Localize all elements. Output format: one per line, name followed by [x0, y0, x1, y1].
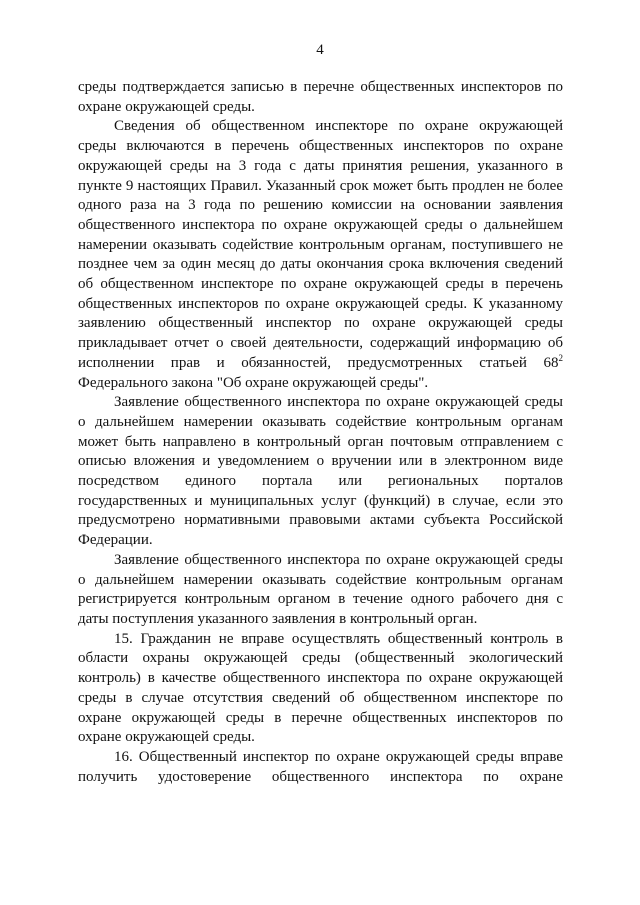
paragraph-clause-16: 16. Общественный инспектор по охране окружающей среды вправе получить удостоверение общественного инспектора по охране [78, 748, 563, 785]
paragraph-inspector-registry-term [78, 117, 563, 393]
page-number: 4 [316, 42, 324, 58]
paragraph-text: Сведения об общественном инспекторе по охране окружающей среды включаются в перечень общественных инспекторов по охране окружающей среды на 3 года с даты принятия решения, указанного в пункте 9 настоящих Правил. Указанный срок может быть продлен не более одного раза на 3 года по решению комиссии на основании заявления общественного инспектора по охране окружающей среды о дальнейшем намерении оказывать содействие контрольным органам, поступившего не позднее чем за один месяц до даты окончания срока включения сведений об общественном инспекторе по охране окружающей среды в перечень общественных инспекторов по охране окружающей среды. К указанному заявлению общественный инспектор по охране окружающей среды прикладывает отчет о своей деятельности, содержащий информацию об исполнении прав и обязанностей, предусмотренных статьей 68 [78, 118, 563, 371]
body-text [78, 78, 563, 787]
paragraph-application-submission: Заявление общественного инспектора по охране окружающей среды о дальнейшем намерении оказывать содействие контрольным органам может быть направлено в контрольный орган почтовым отправлением с описью вложения и уведомлением о вручении или в электронном виде посредством единого портала или региональных порталов государственных и муниципальных услуг (функций) в случае, если это предусмотрено нормативными правовыми актами субъекта Российской Федерации. [78, 394, 563, 549]
paragraph-text-continued: Федерального закона "Об охране окружающей среды". [78, 374, 429, 391]
paragraph-continuation: среды подтверждается записью в перечне общественных инспекторов по охране окружающей среды. [78, 79, 563, 115]
paragraph-application-registration: Заявление общественного инспектора по охране окружающей среды о дальнейшем намерении оказывать содействие контрольным органам регистрируется контрольным органом в течение одного рабочего дня с даты поступления указанного заявления в контрольный орган. [78, 551, 563, 627]
paragraph-clause-15: 15. Гражданин не вправе осуществлять общественный контроль в области охраны окружающей среды (общественный экологический контроль) в качестве общественного инспектора по охране окружающей среды в случае отсутствия сведений об общественном инспекторе по охране окружающей среды в перечне общественных инспекторов по охране окружающей среды. [78, 630, 563, 746]
superscript-article-number: 2 [558, 352, 563, 363]
